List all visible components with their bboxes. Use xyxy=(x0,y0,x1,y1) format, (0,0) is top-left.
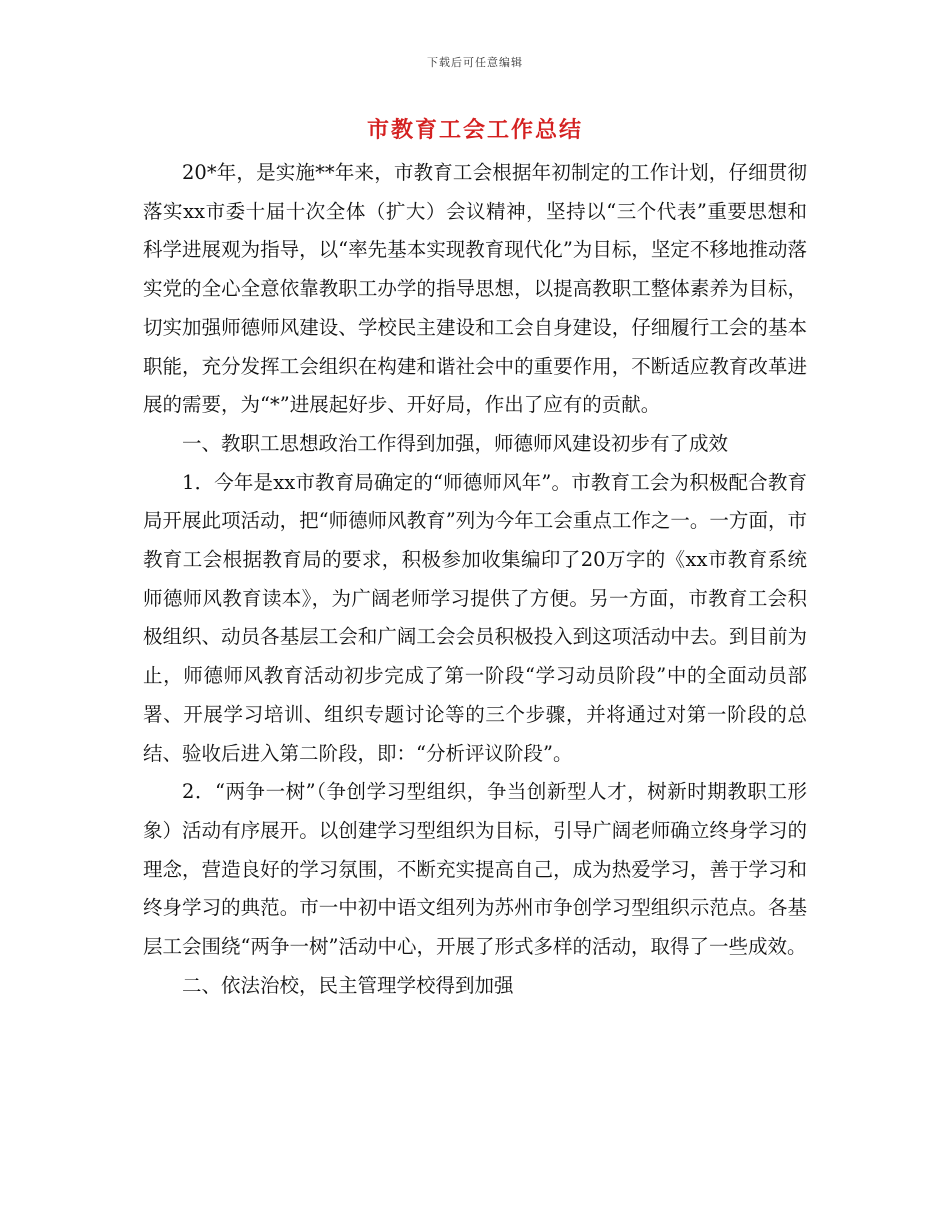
intro-paragraph: 20*年，是实施**年来，市教育工会根据年初制定的工作计划，仔细贯彻落实xx市委十届十次全体（扩大）会议精神，坚持以“三个代表”重要思想和科学进展观为指导，以“率先基本实现教育现代化”为目标，坚定不移地推动落实党的全心全意依靠教职工办学的指导思想，以提高教职工整体素养为目标，切实加强师德师风建设、学校民主建设和工会自身建设，仔细履行工会的基本职能，充分发挥工会组织在构建和谐社会中的重要作用，不断适应教育改革进展的需要，为“*”进展起好步、开好局，作出了应有的贡献。 xyxy=(143,161,807,417)
document-title: 市教育工会工作总结 xyxy=(366,117,583,143)
section-heading-1: 一、教职工思想政治工作得到加强，师德师风建设初步有了成效 xyxy=(182,431,729,455)
section-heading-2: 二、依法治校，民主管理学校得到加强 xyxy=(182,973,514,997)
header-note: 下载后可任意编辑 xyxy=(427,56,523,69)
paragraph-item-2: 2．“两争一树”（争创学习型组织，争当创新型人才，树新时期教职工形象）活动有序展开。以创建学习型组织为目标，引导广阔老师确立终身学习的理念，营造良好的学习氛围，不断充实提高自己，成为热爱学习，善于学习和终身学习的典范。市一中初中语文组列为苏州市争创学习型组织示范点。各基层工会围绕“两争一树”活动中心，开展了形式多样的活动，取得了一些成效。 xyxy=(143,780,807,959)
paragraph-item-1: 1．今年是xx市教育局确定的“师德师风年”。市教育工会为积极配合教育局开展此项活动，把“师德师风教育”列为今年工会重点工作之一。一方面，市教育工会根据教育局的要求，积极参加收集编印了20万字的《xx市教育系统师德师风教育读本》，为广阔老师学习提供了方便。另一方面，市教育工会积极组织、动员各基层工会和广阔工会会员积极投入到这项活动中去。到目前为止，师德师风教育活动初步完成了第一阶段“学习动员阶段”中的全面动员部署、开展学习培训、组织专题讨论等的三个步骤，并将通过对第一阶段的总结、验收后进入第二阶段，即：“分析评议阶段”。 xyxy=(143,470,807,765)
document-body xyxy=(143,154,807,1005)
